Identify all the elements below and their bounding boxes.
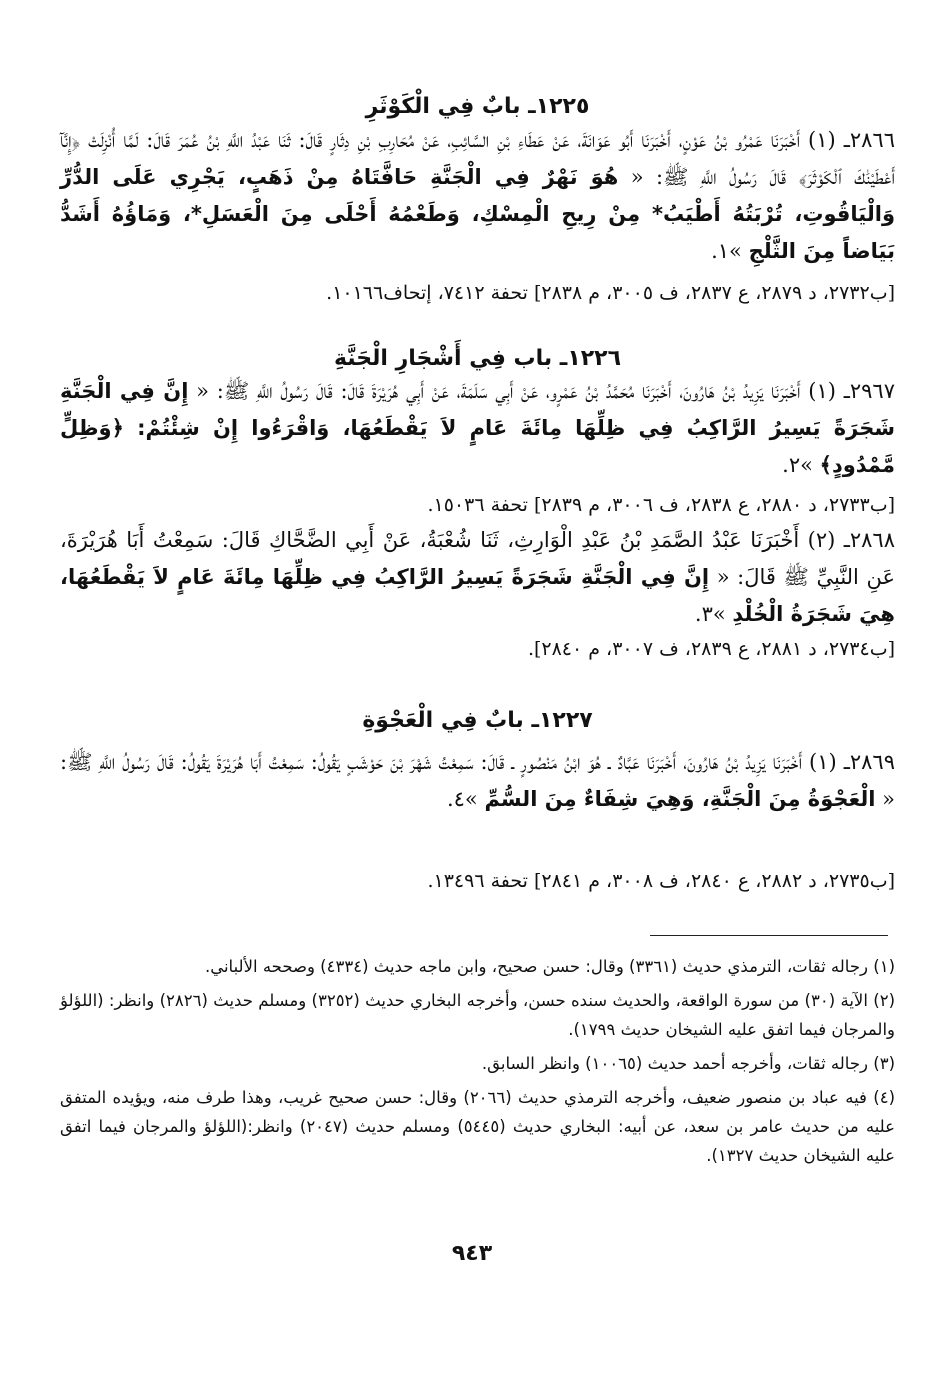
footnote: (٣) رجاله ثقات، وأخرجه أحمد حديث (١٠٠٦٥) وانظر السابق. <box>481 1054 895 1073</box>
hadith-end: »٢. <box>782 453 813 477</box>
hadith-text <box>60 373 895 484</box>
hadith-references: [ب٢٧٣٥، د ٢٨٨٢، ع ٢٨٤٠، ف ٣٠٠٨، م ٢٨٤١] تحفة ١٣٤٩٦. <box>427 870 895 892</box>
hadith-isnad: ٢٨٦٨ـ (٢) أَخْبَرَنَا عَبْدُ الصَّمَدِ بْنُ عَبْدِ الْوَارِثِ، ثَنَا شُعْبَةُ، عَنْ أَبِي الضَّحَّاكِ قَالَ: سَمِعْتُ أَبَا هُرَيْرَةَ، عَنِ النَّبِيِّ ﷺ قَالَ: « <box>60 528 896 589</box>
hadith-matn: إِنَّ فِي الْجَنَّةِ شَجَرَةً يَسِيرُ الرَّاكِبُ فِي ظِلِّهَا مِائَةَ عَامٍ لاَ يَقْطَعُهَا، هِيَ شَجَرَةُ الْخُلْدِ <box>60 565 895 626</box>
chapter-title: ١٢٢٥ـ بابٌ فِي الْكَوْثَرِ <box>365 94 590 119</box>
hadith-text <box>60 122 895 270</box>
footnote: (٤) فيه عباد بن منصور ضعيف، وأخرجه الترمذي حديث (٢٠٦٦) وقال: حسن صحيح غريب، وهذا طرف منه، ويؤيده المتفق عليه من حديث عامر بن سعد، عن أبيه: البخاري حديث (٥٤٤٥) ومسلم حديث (٢٠٤٧) وانظر:(اللؤلؤ والمرجان فيما اتفق عليه الشيخان حديث ١٣٢٧). <box>60 1088 895 1165</box>
hadith-end: »٤. <box>446 787 478 811</box>
hadith-end: »١. <box>711 239 742 263</box>
hadith-end: »٣. <box>694 602 726 626</box>
hadith-references: [ب٢٧٣٢، د ٢٨٧٩، ع ٢٨٣٧، ف ٣٠٠٥، م ٢٨٣٨] تحفة ٧٤١٢، إتحاف١٠١٦٦. <box>326 282 895 304</box>
hadith-isnad: ٢٨٦٦ـ (١) أَخْبَرَنَا عَمْرُو بْنُ عَوْنٍ، أَخْبَرَنَا أَبُو عَوَانَةَ، عَنْ عَطَاءِ بْنِ السَّائِبِ، عَنْ مُحَارِبِ بْنِ دِثَارٍ قَالَ: ثَنَا عَبْدُ اللَّهِ بْنُ عُمَرَ قَالَ: لَمَّا أُنْزِلَتْ ﴿إِنَّآ أَعْطَيْنَٰكَ ٱلْكَوْثَرَ﴾ قَالَ رَسُولُ اللَّهِ ﷺ: « <box>60 128 896 189</box>
page-number: ٩٤٣ <box>451 1241 493 1266</box>
hadith-references: [ب٢٧٣٣، د ٢٨٨٠، ع ٢٨٣٨، ف ٣٠٠٦، م ٢٨٣٩] تحفة ١٥٠٣٦. <box>427 494 895 516</box>
hadith-isnad: ٢٨٦٩ـ (١) أَخْبَرَنَا يَزِيدُ بْنُ هَارُونَ، أَخْبَرَنَا عَبَّادٌ ـ هُوَ ابْنُ مَنْصُورٍ ـ قَالَ: سَمِعْتُ شَهْرَ بْنَ حَوْشَبٍ يَقُولُ: سَمِعْتُ أَبَا هُرَيْرَةَ يَقُولُ: قَالَ رَسُولُ اللَّهِ ﷺ: « <box>60 750 895 811</box>
hadith-text <box>60 522 895 633</box>
footnote-separator <box>650 935 888 936</box>
chapter-title: ١٢٢٦ـ باب فِي أَشْجَارِ الْجَنَّةِ <box>333 346 622 371</box>
hadith-matn: إِنَّ فِي الْجَنَّةِ شَجَرَةً يَسِيرُ الرَّاكِبُ فِي ظِلِّهَا مِائَةَ عَامٍ لاَ يَقْطَعُهَا، وَاقْرَءُوا إِنْ شِئْتُمْ: ﴿وَظِلٍّ مَّمْدُودٍ﴾ <box>60 379 895 477</box>
footnote: (١) رجاله ثقات، الترمذي حديث (٣٣٦١) وقال: حسن صحيح، وابن ماجه حديث (٤٣٣٤) وصححه الألباني. <box>204 957 895 976</box>
hadith-matn: الْعَجْوَةُ مِنَ الْجَنَّةِ، وَهِيَ شِفَاءٌ مِنَ السُّمِّ <box>484 787 876 811</box>
hadith-references: [ب٢٧٣٤، د ٢٨٨١، ع ٢٨٣٩، ف ٣٠٠٧، م ٢٨٤٠]. <box>527 638 895 660</box>
hadith-matn: هُوَ نَهْرٌ فِي الْجَنَّةِ حَافَّتَاهُ مِنْ ذَهَبٍ، يَجْرِي عَلَى الدُّرِّ وَالْيَاقُوتِ، تُرْبَتُهُ أَطْيَبُ* مِنْ رِيحِ الْمِسْكِ، وَطَعْمُهُ أَحْلَى مِنَ الْعَسَلِ*، وَمَاؤُهُ أَشَدُّ بَيَاضاً مِنَ الثَّلْجِ <box>60 165 895 263</box>
chapter-title: ١٢٢٧ـ بابٌ فِي الْعَجْوَةِ <box>362 708 593 733</box>
hadith-text <box>60 744 895 818</box>
hadith-isnad: ٢٩٦٧ـ (١) أَخْبَرَنَا يَزِيدُ بْنُ هَارُونَ، أَخْبَرَنَا مُحَمَّدُ بْنُ عَمْرٍو، عَنْ أَبِي سَلَمَةَ، عَنْ أَبِي هُرَيْرَةَ قَالَ: قَالَ رَسُولُ اللَّهِ ﷺ: « <box>196 379 895 403</box>
footnotes <box>60 952 895 1175</box>
footnote: (٢) الآية (٣٠) من سورة الواقعة، والحديث سنده حسن، وأخرجه البخاري حديث (٣٢٥٢) ومسلم حديث (٢٨٢٦) وانظر: (اللؤلؤ والمرجان فيما اتفق عليه الشيخان حديث ١٧٩٩). <box>60 991 895 1039</box>
